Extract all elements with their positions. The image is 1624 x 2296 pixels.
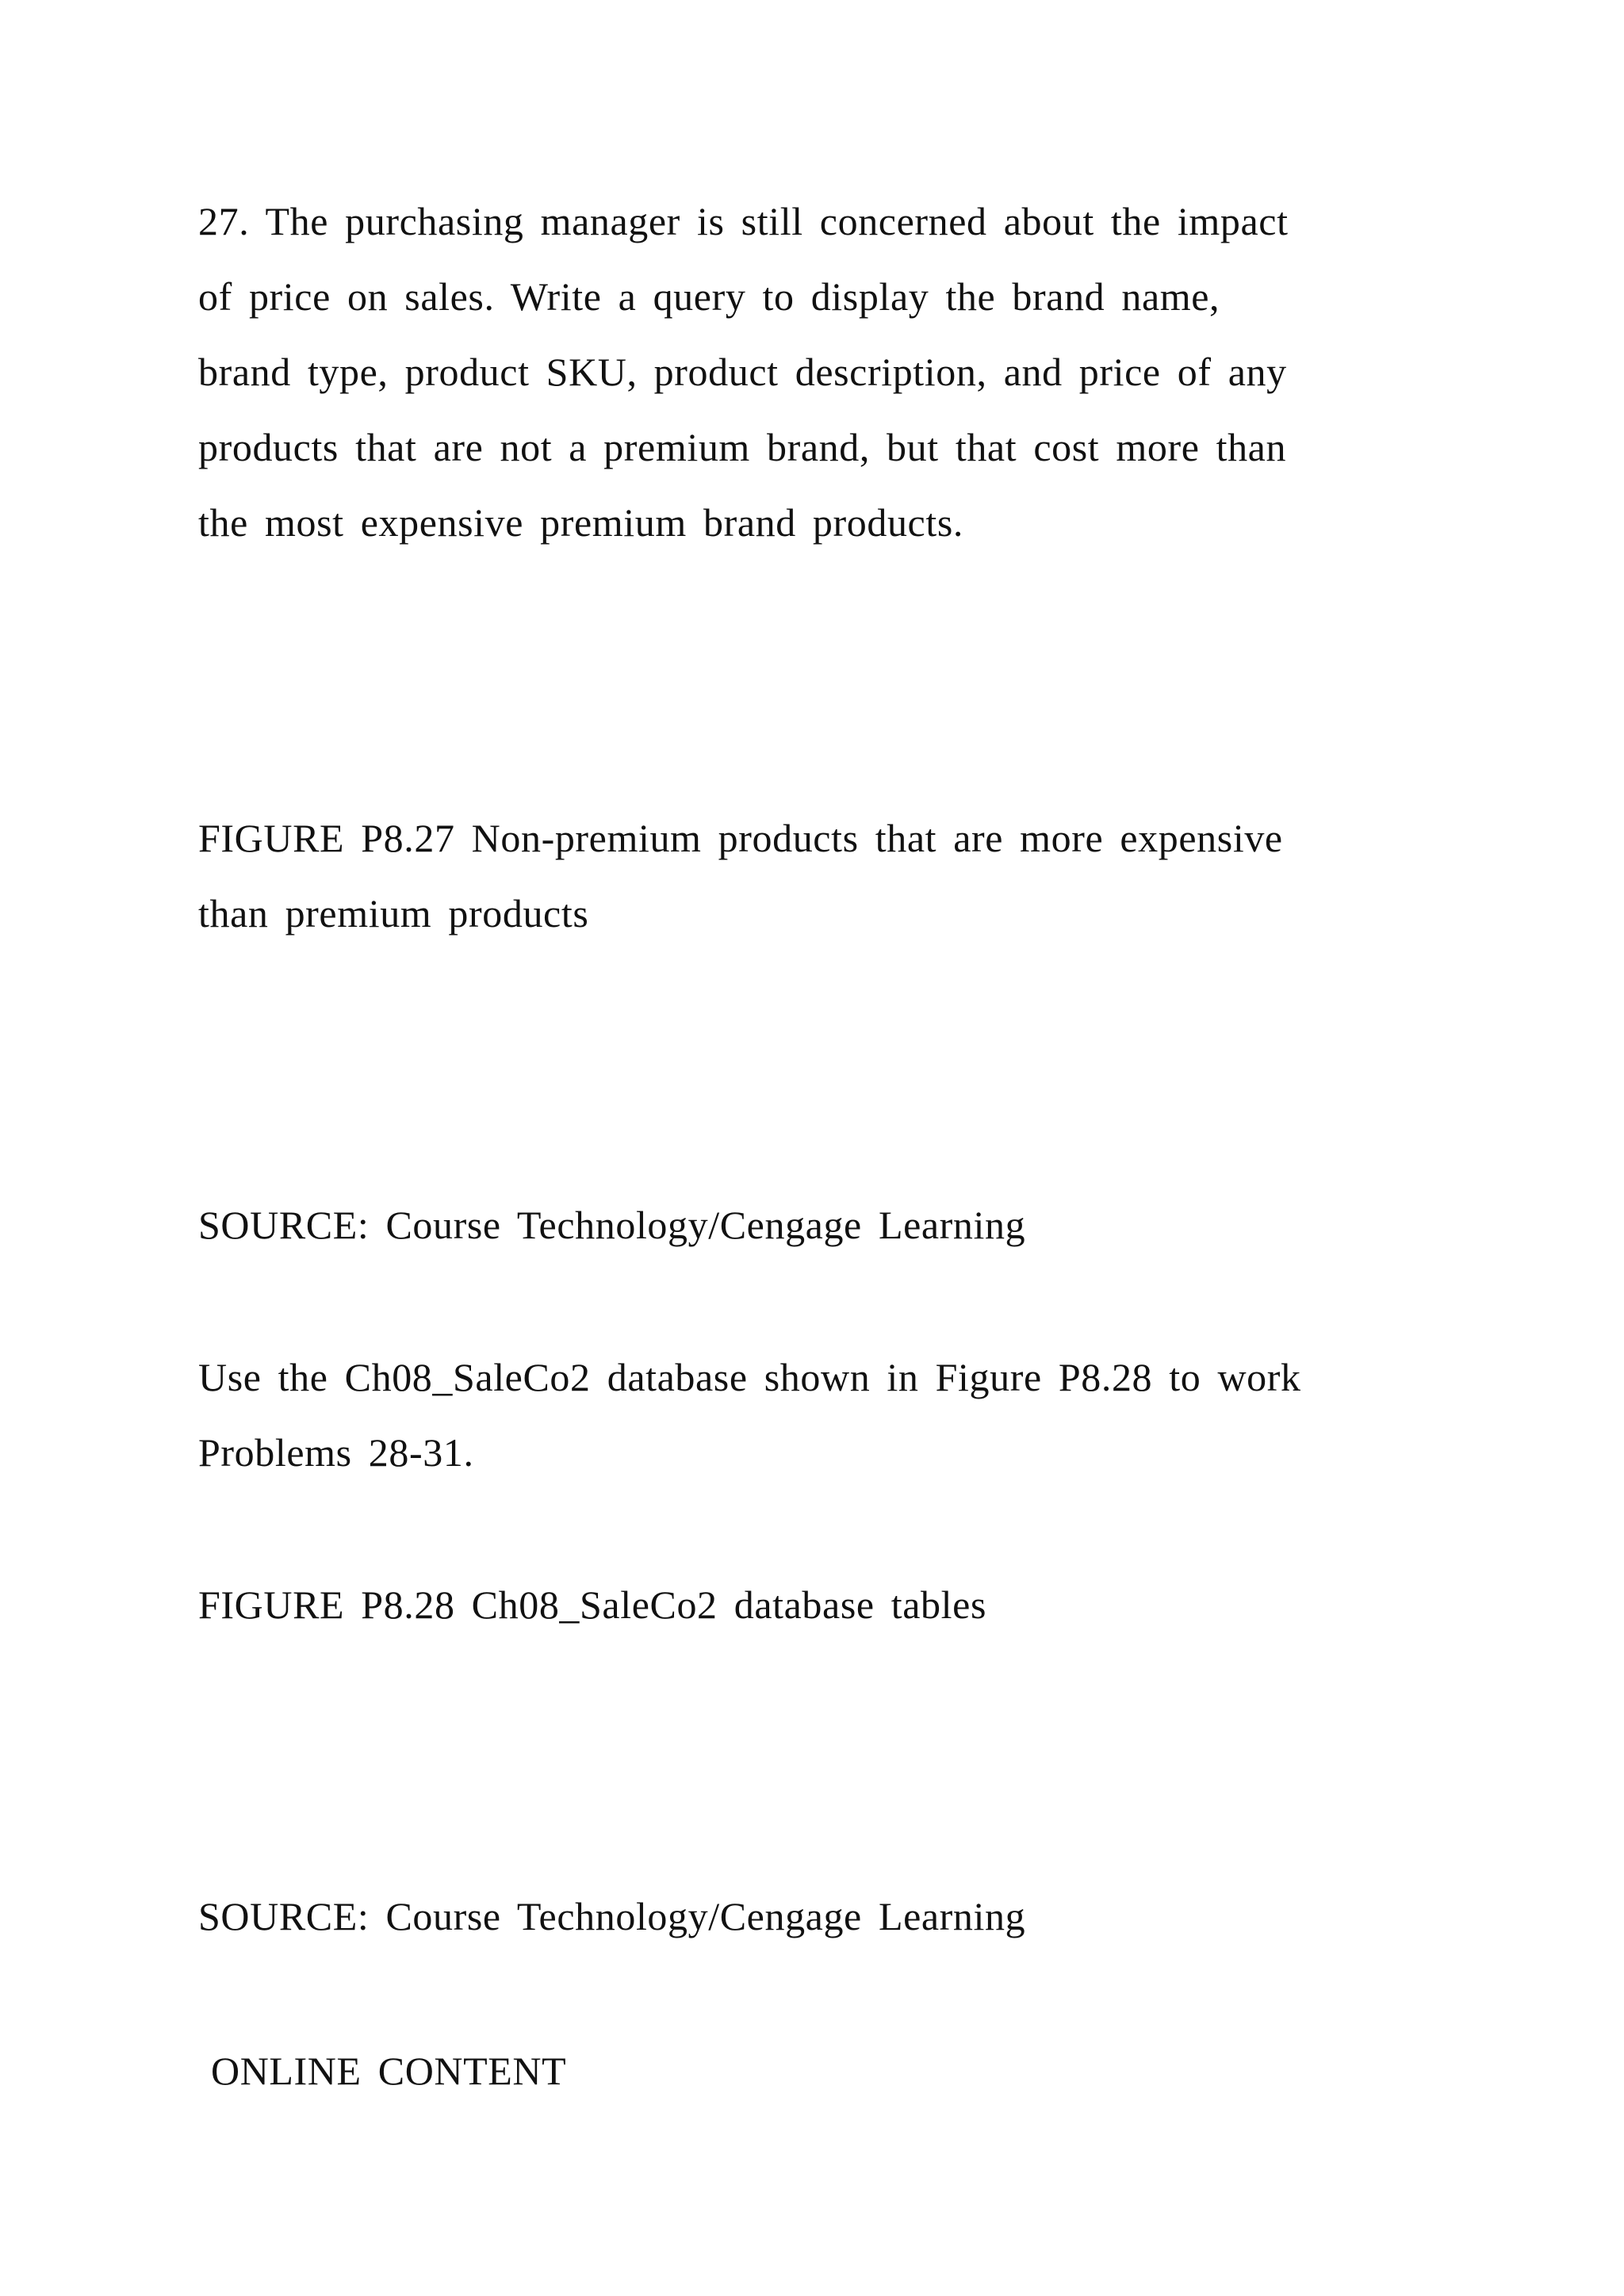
source-credit-2 <box>198 1879 1443 1954</box>
figure-caption-line: FIGURE P8.28 Ch08_SaleCo2 database tables <box>198 1582 987 1627</box>
figure-caption-line: FIGURE P8.27 Non-premium products that are more expensive <box>198 816 1283 860</box>
online-content-heading <box>211 2034 1456 2109</box>
figure-p8-27-caption <box>198 801 1443 951</box>
problem-27-line: of price on sales. Write a query to display the brand name, <box>198 274 1220 319</box>
problem-27-text <box>198 184 1443 561</box>
online-content-label: ONLINE CONTENT <box>211 2049 567 2093</box>
problem-27-line: products that are not a premium brand, but that cost more than <box>198 425 1287 469</box>
source-line: SOURCE: Course Technology/Cengage Learning <box>198 1894 1026 1938</box>
problem-27-line: brand type, product SKU, product description, and price of any <box>198 350 1287 394</box>
database-usage-instruction <box>198 1340 1443 1490</box>
source-line: SOURCE: Course Technology/Cengage Learning <box>198 1203 1026 1247</box>
figure-caption-line: than premium products <box>198 891 589 936</box>
problem-27-line: 27. The purchasing manager is still concerned about the impact <box>198 199 1289 243</box>
problem-27-line: the most expensive premium brand products. <box>198 500 964 545</box>
source-credit-1 <box>198 1188 1443 1263</box>
instruction-line: Use the Ch08_SaleCo2 database shown in Figure P8.28 to work <box>198 1355 1301 1399</box>
instruction-line: Problems 28-31. <box>198 1430 474 1475</box>
figure-p8-28-caption <box>198 1567 1443 1643</box>
